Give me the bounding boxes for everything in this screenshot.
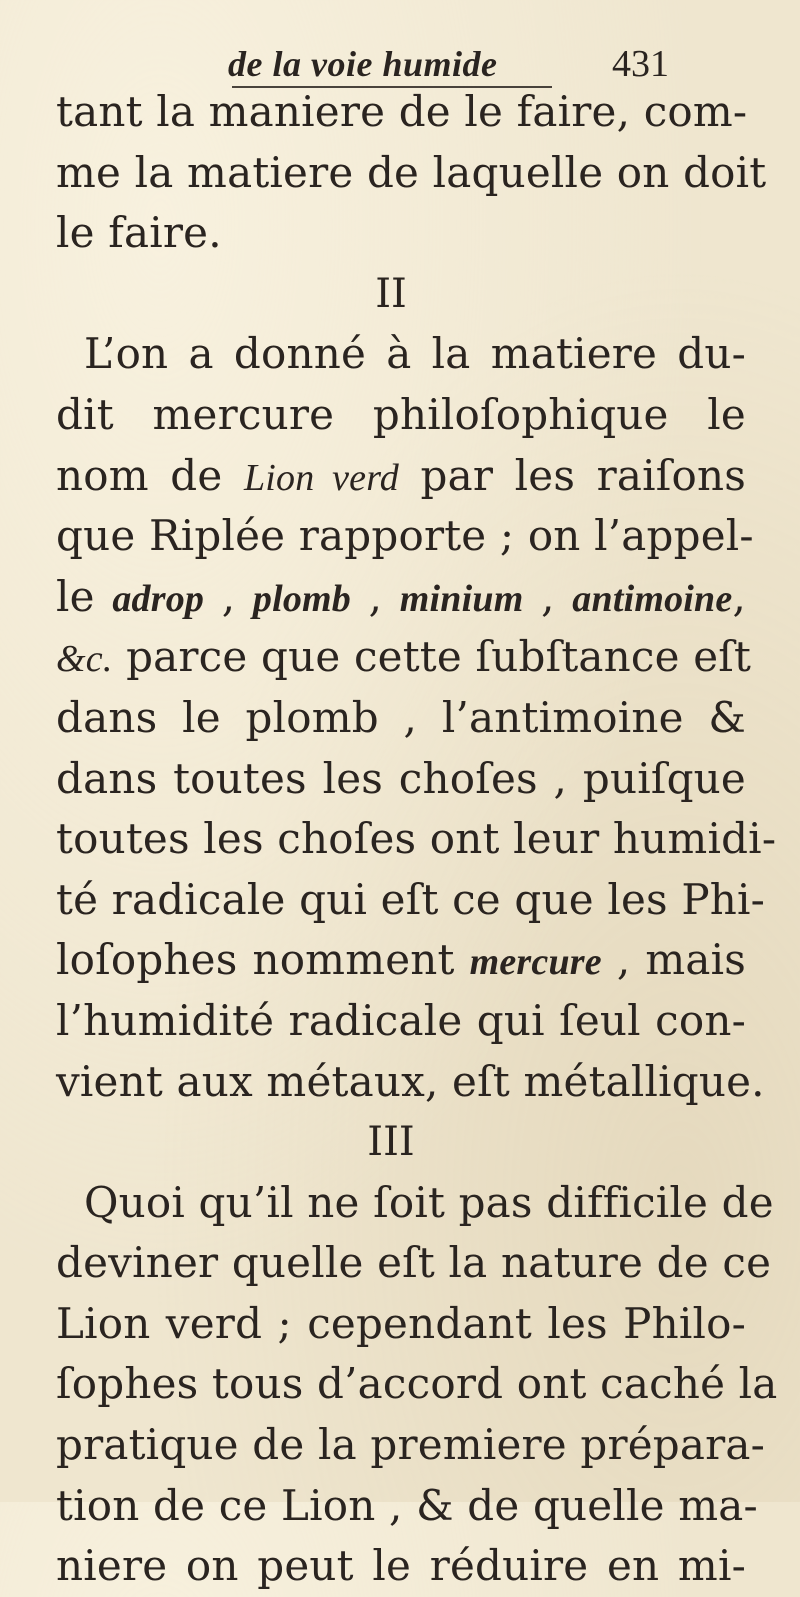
text-line: Quoi qu’il ne ſoit pas difficile de bbox=[84, 1177, 774, 1227]
italic-term: mercure bbox=[469, 941, 602, 984]
text-line: vient aux métaux, eſt métallique. bbox=[56, 1056, 765, 1106]
text-segment: , mais bbox=[601, 935, 746, 985]
text-line: ſophes tous d’accord ont caché la bbox=[56, 1359, 778, 1409]
text-segment: le bbox=[56, 571, 113, 621]
text-segment: , bbox=[523, 571, 573, 621]
text-line bbox=[56, 446, 746, 507]
italic-term: antimoine bbox=[572, 577, 733, 620]
text-line: dit mercure philoſophique le bbox=[56, 389, 746, 439]
section-number: II bbox=[375, 270, 407, 317]
italic-term: plomb bbox=[252, 577, 352, 620]
text-line: l’humidité radicale qui ſeul con- bbox=[56, 995, 746, 1045]
text-line bbox=[56, 930, 746, 991]
text-segment: , bbox=[732, 571, 747, 621]
text-segment: par les raiſons bbox=[399, 450, 746, 500]
italic-term: minium bbox=[399, 577, 524, 620]
section-heading bbox=[56, 1112, 746, 1173]
text-segment: loſophes nomment bbox=[56, 935, 470, 985]
text-line: L’on a donné à la matiere du- bbox=[84, 329, 746, 379]
section-number: III bbox=[367, 1119, 415, 1166]
text-line: me la matiere de laquelle on doit bbox=[56, 147, 767, 197]
text-segment: , bbox=[204, 571, 253, 621]
text-line: niere on peut le réduire en mi- bbox=[56, 1541, 746, 1591]
section-heading bbox=[56, 264, 746, 325]
text-line: dans toutes les choſes , puiſque bbox=[56, 753, 746, 803]
text-line: pratique de la premiere prépara- bbox=[56, 1420, 766, 1470]
text-line: toutes les choſes ont leur humidi- bbox=[56, 814, 777, 864]
running-title: de la voie humide bbox=[228, 44, 498, 84]
italic-term: &c. bbox=[56, 638, 113, 681]
text-segment: nom de bbox=[56, 450, 244, 500]
text-line bbox=[56, 627, 752, 688]
italic-term: Lion verd bbox=[243, 456, 400, 499]
text-line: té radicale qui eſt ce que les Phi- bbox=[56, 874, 766, 924]
text-line: tant la maniere de le faire, com- bbox=[56, 87, 748, 136]
text-segment: parce que cette ſubſtance eſt bbox=[112, 632, 752, 682]
text-line: Lion verd ; cependant les Philo- bbox=[56, 1298, 746, 1348]
text-line: deviner quelle eſt la nature de ce bbox=[56, 1238, 772, 1288]
text-line: tion de ce Lion , & de quelle ma- bbox=[56, 1480, 758, 1530]
body-text bbox=[56, 82, 778, 1597]
text-line: le faire. bbox=[56, 208, 222, 258]
text-line: que Riplée rapporte ; on l’appel- bbox=[56, 511, 754, 561]
italic-term: adrop bbox=[112, 577, 205, 620]
text-segment: , bbox=[351, 571, 400, 621]
page-number: 431 bbox=[612, 43, 669, 85]
text-line bbox=[56, 567, 746, 628]
text-line: dans le plomb , l’antimoine & bbox=[56, 692, 746, 742]
